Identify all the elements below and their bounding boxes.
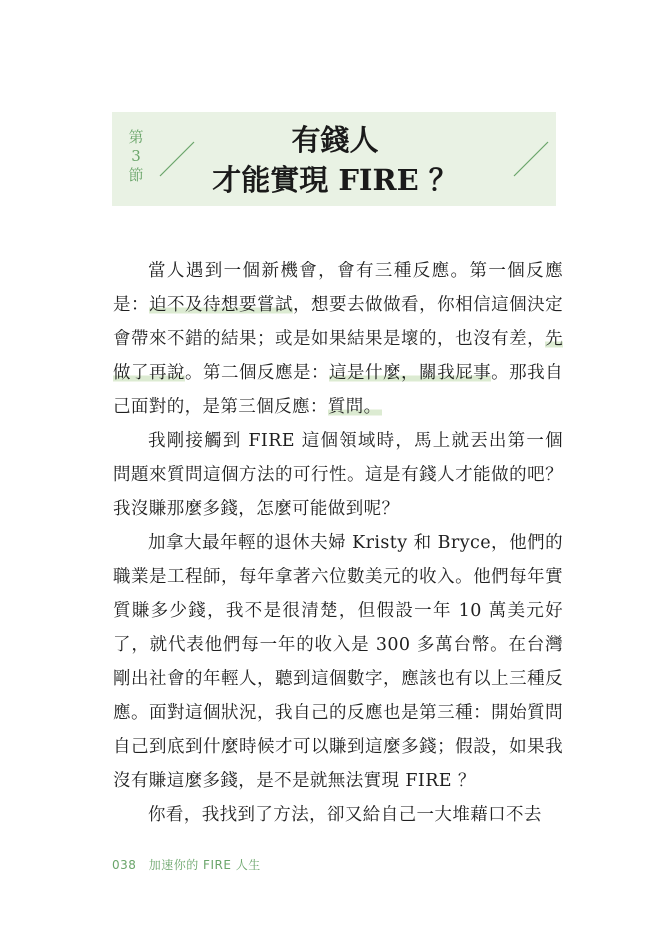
paragraph-4: 你看，我找到了方法，卻又給自己一大堆藉口不去 [148, 805, 542, 825]
paragraph-text: 當人遇到一個新機會，會有三種反應。第一個反應是： [113, 261, 563, 315]
body-text [113, 254, 563, 832]
paragraph-2: 我剛接觸到 FIRE 這個領域時，馬上就丟出第一個問題來質問這個方法的可行性。這是有錢人才能做的吧？我沒賺那麼多錢，怎麼可能做到呢？ [113, 431, 563, 519]
paragraph-3: 加拿大最年輕的退休夫婦 Kristy 和 Bryce，他們的職業是工程師，每年拿著六位數美元的收入。他們每年實質賺多少錢，我不是很清楚，但假設一年 10 萬美元好了，就代表他們每一年的收入是 300 多萬台幣。在台灣剛出社會的年輕人，聽到這個數字，應該也有以上三種反應。面對這個狀況，我自己的反應也是第三種：開始質問自己到底到什麼時候才可以賺到這麼多錢；假設，如果我沒有賺這麼多錢，是不是就無法實現 FIRE ？ [113, 533, 563, 791]
chapter-label-number: 3 [131, 147, 141, 165]
running-title: 加速你的 FIRE 人生 [148, 858, 261, 872]
chapter-label [128, 128, 144, 185]
highlight: 質問。 [327, 397, 382, 417]
chapter-title [200, 120, 470, 200]
paragraph-text: 。第二個反應是： [185, 363, 330, 383]
paragraph-1 [113, 254, 563, 424]
paragraph-text: 。那我自己面對的，是第三個反應： [113, 363, 563, 417]
highlight: 這是什麼，關我屁事 [329, 363, 492, 383]
paragraph-text: ，想要去做做看，你相信這個決定會帶來不錯的結果；或是如果結果是壞的，也沒有差， [113, 295, 563, 349]
chapter-title-line2: 才能實現 FIRE ？ [212, 163, 458, 197]
highlight: 迫不及待想要嘗試 [149, 295, 294, 315]
highlight: 先做了再說 [113, 329, 563, 383]
chapter-label-char: 第 [128, 128, 144, 146]
page-number: 038 [112, 858, 137, 872]
page-footer [112, 856, 261, 873]
decorative-slash-right [512, 140, 550, 178]
decorative-slash-left [158, 140, 196, 178]
chapter-label-char: 節 [128, 166, 144, 184]
chapter-title-line1: 有錢人 [291, 123, 379, 157]
